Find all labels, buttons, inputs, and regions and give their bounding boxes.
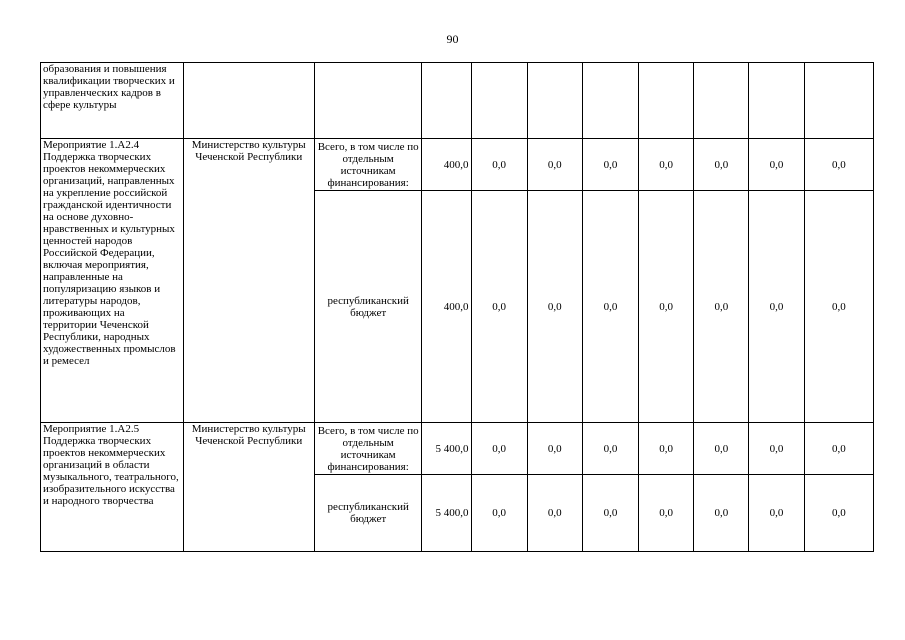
value-cell: 0,0	[694, 139, 749, 191]
value-cell: 0,0	[749, 139, 804, 191]
value-cell: 0,0	[749, 475, 804, 552]
table-row	[41, 423, 874, 475]
value-cell: 0,0	[804, 139, 873, 191]
value-cell: 0,0	[527, 191, 582, 423]
measure-name-cell: Мероприятие 1.А2.4 Поддержка творческих проектов некоммерческих организаций, направленных на укрепление российской гражданской идентичности на основе духовно-нравственных и культурных ценностей народов Российской Федерации, включая мероприятия, направленные на популяризацию языков и литературы народов, проживающих на территории Чеченской Республики, народных художественных промыслов и ремесел	[41, 139, 184, 423]
value-cell: 0,0	[804, 191, 873, 423]
measure-name-cell: Мероприятие 1.А2.5 Поддержка творческих проектов некоммерческих организаций в области музыкального, театрального, изобразительного искусства и народного творчества	[41, 423, 184, 552]
value-cell: 0,0	[471, 139, 527, 191]
empty-cell	[639, 63, 694, 139]
value-cell: 400,0	[422, 139, 471, 191]
empty-cell	[582, 63, 638, 139]
value-cell: 0,0	[527, 423, 582, 475]
value-cell: 0,0	[582, 139, 638, 191]
value-cell: 0,0	[694, 423, 749, 475]
value-cell: 400,0	[422, 191, 471, 423]
value-cell: 0,0	[639, 475, 694, 552]
page-number: 90	[446, 32, 459, 46]
table-row-continuation	[41, 63, 874, 139]
value-cell: 0,0	[471, 423, 527, 475]
value-cell: 0,0	[527, 475, 582, 552]
value-cell: 0,0	[639, 191, 694, 423]
empty-cell	[471, 63, 527, 139]
budget-table	[40, 62, 874, 552]
empty-cell	[804, 63, 873, 139]
value-cell: 0,0	[639, 423, 694, 475]
value-cell: 0,0	[804, 423, 873, 475]
value-cell: 5 400,0	[422, 475, 471, 552]
empty-cell	[694, 63, 749, 139]
value-cell: 5 400,0	[422, 423, 471, 475]
value-cell: 0,0	[471, 191, 527, 423]
value-cell: 0,0	[749, 423, 804, 475]
value-cell: 0,0	[804, 475, 873, 552]
measure-name-cell: образования и повышения квалификации творческих и управленческих кадров в сфере культуры	[41, 63, 184, 139]
empty-cell	[314, 63, 421, 139]
value-cell: 0,0	[582, 475, 638, 552]
executor-cell: Министерство культуры Чеченской Республики	[183, 423, 314, 552]
empty-cell	[183, 63, 314, 139]
executor-cell: Министерство культуры Чеченской Республики	[183, 139, 314, 423]
value-cell: 0,0	[582, 191, 638, 423]
value-cell: 0,0	[749, 191, 804, 423]
funding-source-cell: Всего, в том числе по отдельным источникам финансирования:	[314, 139, 421, 191]
empty-cell	[422, 63, 471, 139]
table-row	[41, 139, 874, 191]
value-cell: 0,0	[527, 139, 582, 191]
value-cell: 0,0	[582, 423, 638, 475]
value-cell: 0,0	[694, 191, 749, 423]
funding-source-cell: Всего, в том числе по отдельным источникам финансирования:	[314, 423, 421, 475]
funding-source-cell: республиканский бюджет	[314, 191, 421, 423]
value-cell: 0,0	[471, 475, 527, 552]
funding-source-cell: республиканский бюджет	[314, 475, 421, 552]
empty-cell	[527, 63, 582, 139]
empty-cell	[749, 63, 804, 139]
value-cell: 0,0	[639, 139, 694, 191]
value-cell: 0,0	[694, 475, 749, 552]
